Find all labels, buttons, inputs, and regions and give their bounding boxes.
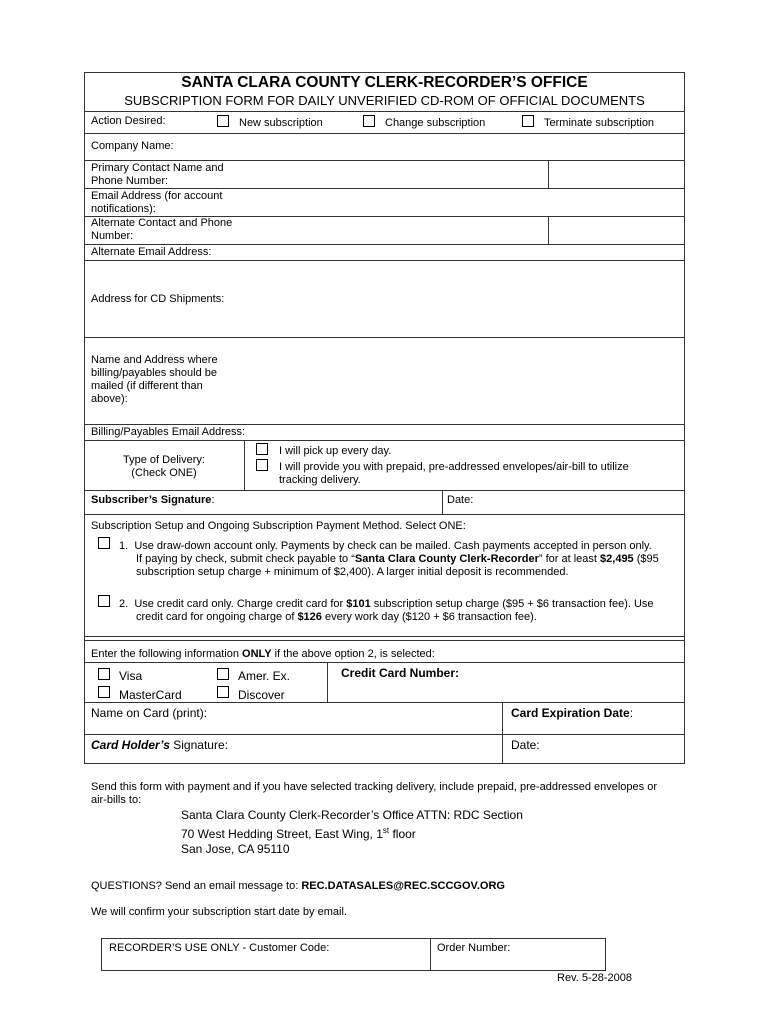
company-name-label: Company Name:: [91, 140, 174, 152]
delivery-type-label: Type of Delivery: (Check ONE): [123, 454, 205, 479]
subscriber-date-input[interactable]: [480, 493, 680, 509]
new-subscription-checkbox[interactable]: [217, 115, 229, 127]
cd-shipment-address-input[interactable]: [240, 264, 684, 336]
amex-label: Amer. Ex.: [238, 669, 291, 683]
credit-card-intro: Enter the following information ONLY if the above option 2, is selected:: [91, 648, 435, 660]
new-subscription-label: New subscription: [239, 117, 323, 129]
discover-label: Discover: [238, 688, 285, 702]
subscriber-date-label: Date:: [447, 494, 474, 506]
form-title: SANTA CLARA COUNTY CLERK-RECORDER’S OFFICE: [181, 74, 588, 91]
primary-contact-label: Primary Contact Name and Phone Number:: [91, 162, 224, 187]
action-desired-label: Action Desired:: [91, 115, 166, 127]
discover-checkbox[interactable]: [217, 686, 229, 698]
primary-contact-name-input[interactable]: [240, 166, 540, 182]
section-divider: [84, 636, 685, 641]
credit-card-number-label: Credit Card Number:: [341, 666, 460, 680]
change-subscription-checkbox[interactable]: [363, 115, 375, 127]
revision-label: Rev. 5-28-2008: [557, 972, 633, 984]
alternate-contact-phone-input[interactable]: [552, 222, 680, 238]
credit-card-number-input[interactable]: [341, 682, 679, 698]
card-date-label: Date:: [511, 738, 540, 752]
terminate-subscription-label: Terminate subscription: [544, 117, 655, 129]
name-on-card-label: Name on Card (print):: [91, 706, 208, 720]
payment-method-heading: Subscription Setup and Ongoing Subscription Payment Method. Select ONE:: [91, 520, 466, 532]
billing-address-label: Name and Address where billing/payables should be mailed (if different than above):: [91, 354, 218, 405]
recorder-use-label: RECORDER’S USE ONLY - Customer Code:: [109, 942, 330, 954]
alternate-contact-label: Alternate Contact and Phone Number:: [91, 217, 233, 242]
credit-card-option-checkbox[interactable]: [98, 595, 110, 607]
mastercard-label: MasterCard: [119, 688, 182, 702]
company-name-input[interactable]: [240, 138, 680, 154]
email-address-label: Email Address (for account notifications):: [91, 190, 223, 215]
mailing-instructions: Send this form with payment and if you have selected tracking delivery, include prepaid, pre-addressed envelopes or air-bills to:: [91, 781, 658, 806]
confirmation-note: We will confirm your subscription start date by email.: [91, 906, 347, 918]
amex-checkbox[interactable]: [217, 668, 229, 680]
tracking-delivery-label: I will provide you with prepaid, pre-addressed envelopes/air-bill to utilize tracking delivery.: [279, 461, 629, 486]
draw-down-option: 1. Use draw-down account only. Payments by check can be mailed. Cash payments accepted in person only. If paying by check, submit check payable to “Santa Clara County Clerk-Recorder” for at least $2,495 ($95 subscription setup charge + minimum of $2,400). A larger initial deposit is recommended.: [119, 540, 659, 578]
mailing-address: Santa Clara County Clerk-Recorder’s Office ATTN: RDC Section 70 West Hedding Street, East Wing, 1st floor San Jose, CA 95110: [181, 808, 523, 856]
tracking-delivery-checkbox[interactable]: [256, 459, 268, 471]
pickup-checkbox[interactable]: [256, 443, 268, 455]
billing-email-label: Billing/Payables Email Address:: [91, 426, 246, 438]
name-on-card-input[interactable]: [220, 705, 496, 721]
change-subscription-label: Change subscription: [385, 117, 486, 129]
visa-checkbox[interactable]: [98, 668, 110, 680]
draw-down-checkbox[interactable]: [98, 537, 110, 549]
billing-email-input[interactable]: [256, 425, 680, 439]
card-expiration-label: Card Expiration Date:: [511, 706, 634, 720]
contact-email[interactable]: REC.DATASALES@REC.SCCGOV.ORG: [301, 880, 505, 892]
card-expiration-input[interactable]: [511, 720, 679, 734]
mastercard-checkbox[interactable]: [98, 686, 110, 698]
terminate-subscription-checkbox[interactable]: [522, 115, 534, 127]
primary-contact-phone-input[interactable]: [552, 166, 680, 182]
alternate-contact-name-input[interactable]: [240, 222, 540, 238]
card-holder-signature-input[interactable]: [240, 737, 496, 753]
subscriber-signature-input[interactable]: [222, 493, 438, 509]
visa-label: Visa: [119, 669, 143, 683]
form-subtitle: SUBSCRIPTION FORM FOR DAILY UNVERIFIED CD-ROM OF OFFICIAL DOCUMENTS: [124, 93, 645, 108]
cd-shipment-address-label: Address for CD Shipments:: [91, 293, 225, 305]
subscriber-signature-label: Subscriber’s Signature:: [91, 494, 215, 506]
pickup-label: I will pick up every day.: [279, 445, 392, 457]
alternate-email-input[interactable]: [240, 245, 680, 259]
credit-card-option: 2. Use credit card only. Charge credit card for $101 subscription setup charge ($95 + $6 transaction fee). Use credit card for ongoing charge of $126 every work day ($120 + $6 transaction fee).: [119, 598, 654, 623]
questions-line: QUESTIONS? Send an email message to: REC.DATASALES@REC.SCCGOV.ORG: [91, 880, 505, 892]
card-date-input[interactable]: [545, 737, 679, 753]
card-holder-signature-label: Card Holder’s Signature:: [91, 738, 228, 752]
billing-address-input[interactable]: [240, 342, 684, 424]
alternate-email-label: Alternate Email Address:: [91, 246, 212, 258]
email-address-input[interactable]: [240, 194, 680, 210]
order-number-label: Order Number:: [437, 942, 511, 954]
